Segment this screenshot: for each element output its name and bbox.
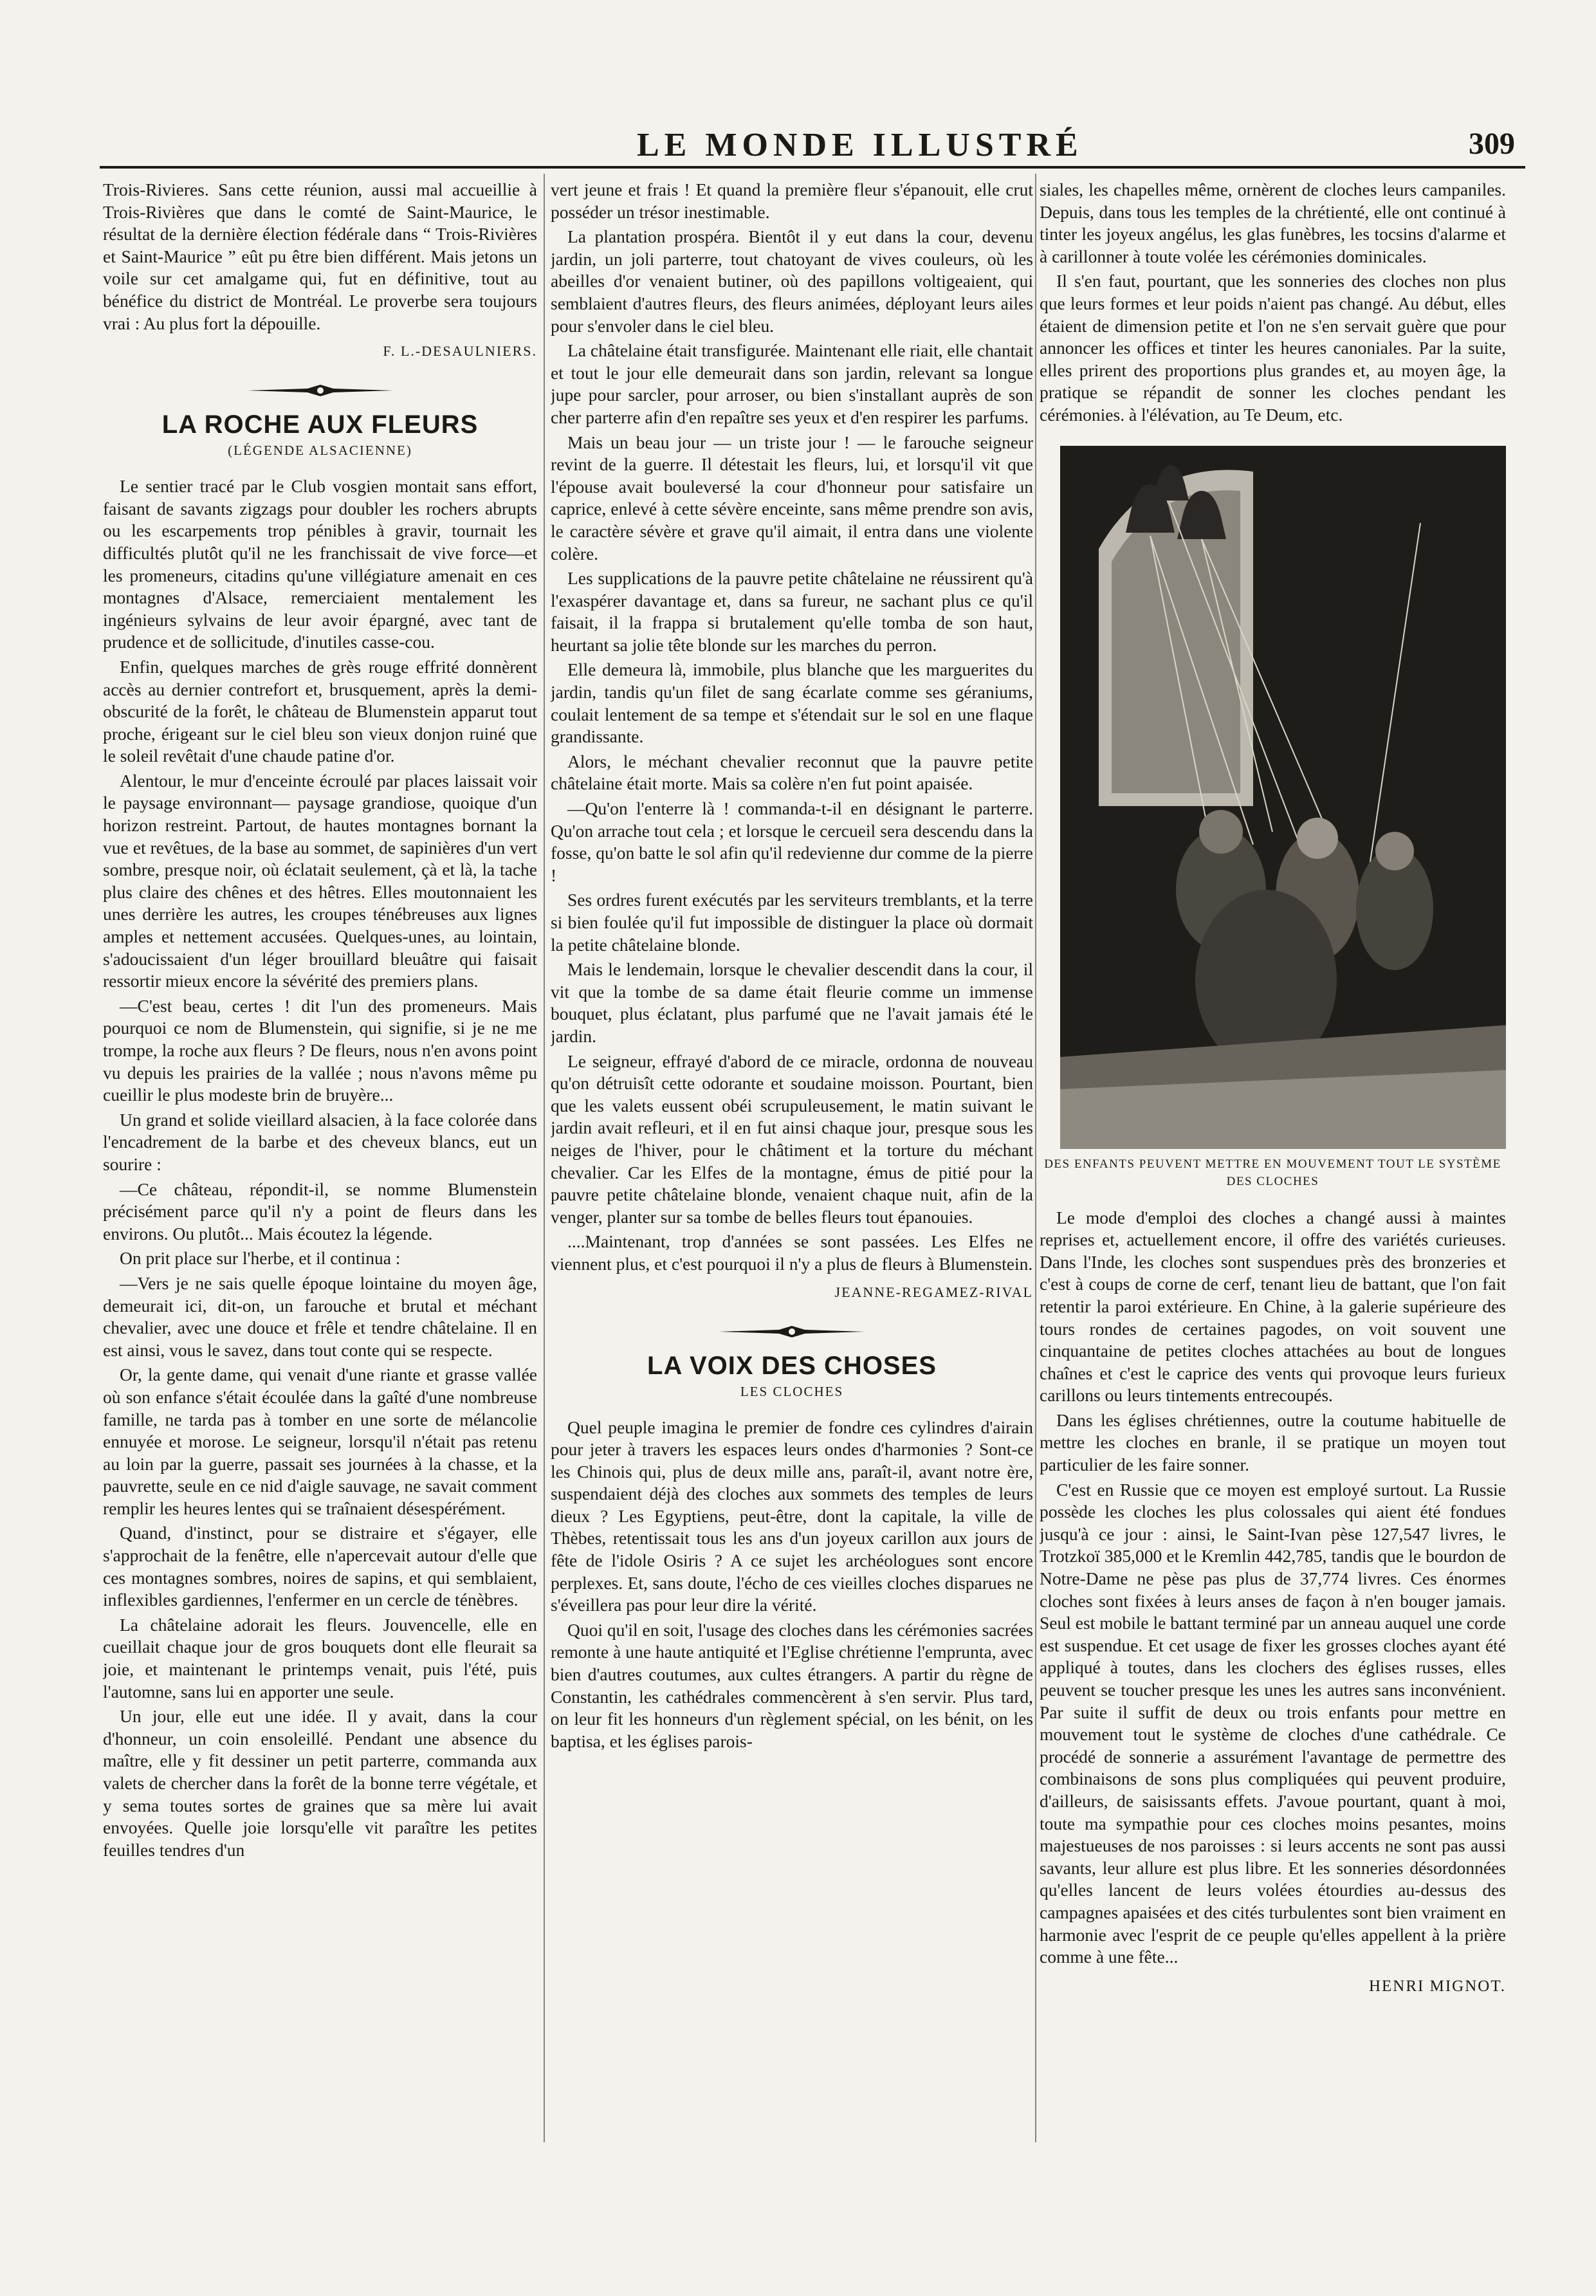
- paragraph: La plantation prospéra. Bientôt il y eut dans la cour, devenu jardin, un joli parterre, tout chatoyant de vives couleurs, où les abeilles d'or venaient butiner, où des papillons voltigeaient, qui semblaient d'autres fleurs, des fleurs animées, déployant leurs ailes pour s'envoler dans le ciel bleu.: [551, 226, 1033, 336]
- paragraph: Ses ordres furent exécutés par les serviteurs tremblants, et la terre si bien foulée qu'il fut impossible de distinguer la place où dormait la petite châtelaine blonde.: [551, 890, 1033, 955]
- paragraph: Elle demeura là, immobile, plus blanche que les marguerites du jardin, tandis qu'un filet de sang écarlate comme ses géraniums, coulait lentement de sa tempe et s'étendait sur le sol en une flaque grandissante.: [551, 659, 1033, 747]
- section-ornament: [718, 1325, 866, 1339]
- column-1: [103, 179, 537, 2138]
- paragraph: Enfin, quelques marches de grès rouge effrité donnèrent accès au dernier contrefort et, brusquement, après la demi-obscurité de la forêt, le château de Blumenstein apparut tout proche, érigeant sur le ciel bleu son vieux donjon ruiné que le soleil revêtait d'une chaude patine d'or.: [103, 656, 537, 766]
- paragraph: Mais un beau jour — un triste jour ! — le farouche seigneur revint de la guerre. Il détestait les fleurs, lui, et lorsqu'il vit que l'épouse avait bouleversé la cour d'honneur pour satisfaire un caprice, enlevé à cette sévère enceinte, sans même prendre son avis, le caractère sévère et grave qu'il aimait, il entra dans une violente colère.: [551, 432, 1033, 564]
- illustration-drawing: [1060, 446, 1506, 1149]
- paragraph: On prit place sur l'herbe, et il continua :: [120, 1248, 401, 1269]
- intro-signature: F. L.-DESAULNIERS.: [383, 343, 537, 360]
- paragraph: Or, la gente dame, qui venait d'une riante et grasse vallée où son enfance s'était écoulée dans la gaîté d'une nombreuse famille, ne tarda pas à tomber en une sorte de mélancolie ennuyée et morose. Le seigneur, lorsqu'il n'était pas retenu au loin par la guerre, passait ses journées à la chasse, et la pauvrette, seule en ce nid d'aigle sauvage, ne savait comment remplir les heures lentes qui se traînaient désespérément.: [103, 1364, 537, 1518]
- paragraph: Mais le lendemain, lorsque le chevalier descendit dans la cour, il vit que la tombe de sa dame était fleurie comme un immense bouquet, plus éclatant, plus parfumé que ne l'avait jamais été le jardin.: [551, 959, 1033, 1046]
- paragraph: La châtelaine adorait les fleurs. Jouvencelle, elle en cueillait chaque jour de gros bouquets dont elle fleurait sa joie, et maintenant le printemps venait, puis l'été, puis l'automne, sans lui en apporter une seule.: [103, 1614, 537, 1702]
- section-subtitle: (LÉGENDE ALSACIENNE): [228, 443, 412, 459]
- section-subtitle: LES CLOCHES: [740, 1383, 844, 1399]
- section-ornament: [246, 383, 394, 398]
- paragraph: Un grand et solide vieillard alsacien, à la face colorée dans l'encadrement de la barbe et des cheveux blancs, eut un sourire :: [103, 1109, 537, 1174]
- article-signature: HENRI MIGNOT.: [1368, 1977, 1506, 1995]
- page-number: 309: [1469, 127, 1515, 161]
- paragraph: Le mode d'emploi des cloches a changé aussi à maintes reprises et, actuellement encore, il offre des variétés curieuses. Dans l'Inde, les cloches sont suspendues près des bronzeries et c'est à coups de corne de cerf, tenant lieu de battant, que l'on fait retentir la paroi extérieure. En Chine, à la galerie supérieure des tours rondes de certaines pagodes, on voit souvent une cinquantaine de petites cloches attachées au bout de longues chaînes et c'est le caprice des vents qui provoque leurs furieux carillons ou leurs tintements entrecoupés.: [1040, 1207, 1506, 1406]
- paragraph: Quand, d'instinct, pour se distraire et s'égayer, elle s'approchait de la fenêtre, elle n'apercevait autour d'elle que ces montagnes sombres, noires de sapins, et qui semblaient, inflexibles gardiennes, l'enfermer en un cercle de ténèbres.: [103, 1523, 537, 1610]
- paragraph: —Vers je ne sais quelle époque lointaine du moyen âge, demeurait ici, dit-on, un farouche et brutal et méchant chevalier, avec une douce et frêle et tendre châtelaine. Il en est ainsi, vous le savez, dans tout conte qui se respecte.: [103, 1272, 537, 1360]
- paragraph: La châtelaine était transfigurée. Maintenant elle riait, elle chantait et tout le jour elle demeurait dans son jardin, relevant sa longue jupe pour sarcler, pour arroser, ou bien s'installant auprès de son cher parterre afin d'en repaître ses yeux et d'en respirer les parfums.: [551, 340, 1033, 427]
- paragraph: Un jour, elle eut une idée. Il y avait, dans la cour d'honneur, un coin ensoleillé. Pendant une absence du maître, elle y fit dessiner un petit parterre, commanda aux valets de chercher dans la forêt de la bonne terre végétale, et y sema toutes sortes de graines que sa mère lui avait envoyées. Quelle joie lorsqu'elle vit paraître les petites feuilles tendres d'un: [103, 1706, 537, 1860]
- section-title: LA ROCHE AUX FLEURS: [161, 410, 479, 439]
- paragraph: Alentour, le mur d'enceinte écroulé par places laissait voir le paysage environnant— paysage grandiose, quoique d'un horizon restreint. Partout, de hautes montagnes bornant la vue et revêtues, de la base au sommet, de sapinières d'un vert sombre, presque noir, où éclatait seulement, çà et là, la tache plus claire des chênes et des hêtres. Elles moutonnaient les unes derrière les autres, les croupes ténébreuses aux lignes amples et nettement accusées. Quelques-unes, au lointain, s'adoucissaient d'un léger brouillard bleuâtre qui faisait ressortir mieux encore la sévérité des premiers plans.: [103, 770, 537, 991]
- illustration-caption: DES ENFANTS PEUVENT METTRE EN MOUVEMENT TOUT LE SYSTÈME DES CLOCHES: [1044, 1157, 1501, 1188]
- bell-ringers-illustration: [1060, 446, 1506, 1149]
- header-rule: [100, 166, 1525, 169]
- paragraph: Quoi qu'il en soit, l'usage des cloches dans les cérémonies sacrées remonte à une haute antiquité et l'Eglise chrétienne l'emprunta, avec bien d'autres coutumes, aux cultes étrangers. A partir du règne de Constantin, les cathédrales commencèrent à s'en servir. Plus tard, on leur fit les honneurs d'un règlement spécial, on les bénit, on les baptisa, et les églises parois-: [551, 1619, 1033, 1751]
- section-title: LA VOIX DES CHOSES: [647, 1351, 937, 1380]
- paragraph: —Ce château, répondit-il, se nomme Blumenstein précisément parce qu'il n'y a point de fleurs dans les environs. Ou plutôt... Mais écoutez la légende.: [103, 1179, 537, 1244]
- paragraph: Dans les églises chrétiennes, outre la coutume habituelle de mettre les cloches en branle, il se pratique un moyen tout particulier de les faire sonner.: [1040, 1410, 1506, 1475]
- paragraph: —C'est beau, certes ! dit l'un des promeneurs. Mais pourquoi ce nom de Blumenstein, qui signifie, si je ne me trompe, la roche aux fleurs ? De fleurs, nous n'en avons point vu depuis les prairies de la vallée ; nous n'avons même pu cueillir le plus modeste brin de bruyère...: [103, 995, 537, 1105]
- paragraph: vert jeune et frais ! Et quand la première fleur s'épanouit, elle crut posséder un trésor inestimable.: [551, 179, 1033, 222]
- column-3: [1040, 179, 1506, 2138]
- paragraph: Le sentier tracé par le Club vosgien montait sans effort, faisant de savants zigzags pour doubler les rochers abrupts ou les escarpements trop pénibles à gravir, tournait les difficultés plutôt qu'il ne les franchissait de vive force—et les promeneurs, citadins qu'une villégiature amenait en ces montagnes d'Alsace, remerciaient mentalement les ingénieurs sylvains de leur avoir épargné, avec tant de prudence et de sollicitude, d'inutiles casse-cou.: [103, 476, 537, 652]
- paragraph: Il s'en faut, pourtant, que les sonneries des cloches non plus que leurs formes et leur poids n'aient pas changé. Au début, elles étaient de dimension petite et l'on ne s'en servait guère que pour annoncer les offices et tinter les heures canoniales. Par la suite, elles prirent des proportions plus grandes et, au moyen âge, la pratique se répandit de sonner les cloches pendant les cérémonies. à l'élévation, au Te Deum, etc.: [1040, 271, 1506, 425]
- paragraph: ....Maintenant, trop d'années se sont passées. Les Elfes ne viennent plus, et c'est pourquoi il n'y a plus de fleurs à Blumenstein.: [551, 1231, 1033, 1274]
- paragraph: siales, les chapelles même, ornèrent de cloches leurs campaniles. Depuis, dans tous les temples de la chrétienté, elle ont continué à tinter les joyeux angélus, les glas funèbres, les tocsins d'alarme et à carillonner à toute volée les cérémonies dominicales.: [1040, 179, 1506, 266]
- paragraph: Les supplications de la pauvre petite châtelaine ne réussirent qu'à l'exaspérer davantage et, dans sa fureur, ne sachant plus ce qu'il faisait, il la frappa si brutalement qu'elle tomba de son haut, heurtant sa jolie tête blonde sur les marches du perron.: [551, 568, 1033, 655]
- paragraph: Quel peuple imagina le premier de fondre ces cylindres d'airain pour jeter à travers les espaces leurs ondes d'harmonies ? Sont-ce les Chinois qui, plus de deux mille ans, paraît-il, avant notre ère, suspendaient déjà des cloches aux sommets des temples de leurs dieux ? Les Egyptiens, peut-être, dont la capitale, la ville de Thèbes, retentissait tous les ans d'un joyeux carillon aux jours de fête de l'idole Osiris ? A ce sujet les archéologues sont encore perplexes. Et, sans doute, l'écho de ces vieilles cloches disparues ne s'éveillera pas pour leur dire la vérité.: [551, 1417, 1033, 1615]
- column-separator: [544, 174, 545, 2142]
- paragraph: —Qu'on l'enterre là ! commanda-t-il en désignant le parterre. Qu'on arrache tout cela ; et lorsque le cercueil sera descendu dans la fosse, qu'on batte le sol afin qu'il redevienne dur comme de la pierre !: [551, 798, 1033, 885]
- story-signature: JEANNE-REGAMEZ-RIVAL: [834, 1283, 1033, 1300]
- paragraph: C'est en Russie que ce moyen est employé surtout. La Russie possède les cloches les plus colossales qui aient été fondues jusqu'à ce jour : ainsi, le Saint-Ivan pèse 127,547 livres, le Trotzkoï 385,000 et le Kremlin 442,785, tandis que le bourdon de Notre-Dame ne pèse pas plus de 37,774 livres. Ces énormes cloches sont fixées à leurs anses de façon à n'en bouger jamais. Seul est mobile le battant terminé par un anneau auquel une corde est suspendue. Et cet usage de fixer les grosses cloches ayant été appliqué à toutes, dans les clochers des églises russes, elles peuvent se toucher presque les unes les autres sans inconvénient. Par suite il suffit de deux ou trois enfants pour mettre en mouvement tout le système de cloches d'une cathédrale. Ce procédé de sonnerie a assurément l'avantage de permettre des combinaisons de sons plus compliquées qui peuvent produire, d'ailleurs, de saisissants effets. J'avoue pourtant, quant à moi, toute ma sympathie pour ces cloches moins pesantes, moins majestueuses de nos paroisses : si leurs accents ne sont pas aussi savants, leur allure est plus libre. Et les sonneries désordonnées qu'elles lancent de leurs volées étourdies au-dessus des campagnes apaisées et des cités turbulentes sont bien vraiment en harmonie avec l'esprit de ce peuple qu'elles appellent à la prière comme à une fête...: [1040, 1479, 1506, 1967]
- column-separator: [1035, 174, 1036, 2142]
- intro-paragraph: Trois-Rivieres. Sans cette réunion, aussi mal accueillie à Trois-Rivières que dans le comté de Saint-Maurice, le résultat de la dernière élection fédérale dans “ Trois-Rivières et Saint-Maurice ” eût pu être bien différent. Mais jetons un voile sur cet amalgame qui, fut en définitive, tout au bénéfice du district de Montréal. Le proverbe sera toujours vrai : Au plus fort la dépouille.: [103, 179, 537, 333]
- magazine-title: LE MONDE ILLUSTRÉ: [637, 127, 1083, 163]
- paragraph: Le seigneur, effrayé d'abord de ce miracle, ordonna de nouveau qu'on détruisît cette odorante et soudaine moisson. Pourtant, bien que les valets eussent obéi scrupuleusement, le matin suivant le jardin avait refleuri, et il en fut ainsi chaque jour, presque sous les neiges de l'hiver, pour le châtiment et la torture du méchant chevalier. Car les Elfes de la montagne, émus de pitié pour la pauvre petite châtelaine blonde, venaient chaque nuit, afin de la venger, planter sur sa tombe de belles fleurs tout épanouies.: [551, 1051, 1033, 1227]
- column-2: [551, 179, 1033, 2138]
- paragraph: Alors, le méchant chevalier reconnut que la pauvre petite châtelaine était morte. Mais sa colère n'en fut point apaisée.: [551, 751, 1033, 794]
